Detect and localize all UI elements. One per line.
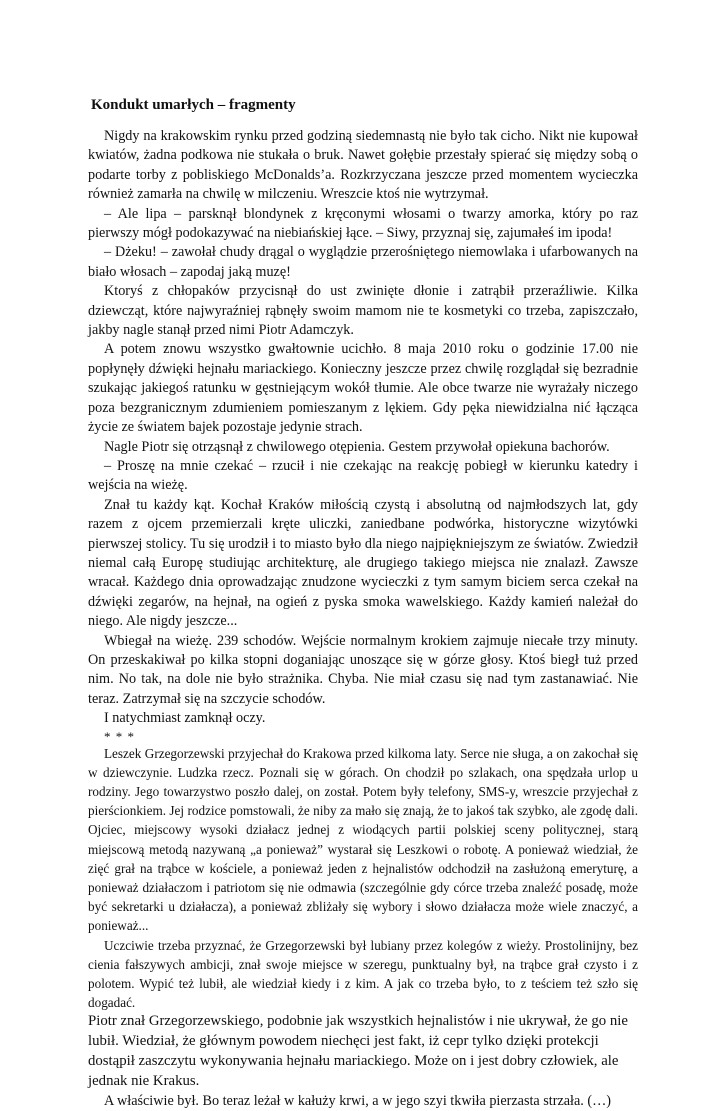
paragraph-2: – Ale lipa – parsknął blondynek z kręconymi włosami o twarzy amorka, który po raz pierwszy mógł podokazywać na niebiańskiej łące. – Siwy, przyznaj się, zajumałeś im ipoda! [88, 205, 638, 242]
paragraph-9: Wbiegał na wieżę. 239 schodów. Wejście normalnym krokiem zajmuje niecałe trzy minuty. On przeskakiwał po kilka stopni doganiając unoszące się w górze głosy. Ktoś biegł tuż przed nim. No tak, na dole nie było strażnika. Chyba. Nie miał czasu się nad tym zastanawiać. Nie teraz. Zatrzymał się na szczycie schodów. [88, 632, 638, 707]
small-paragraph-1: Leszek Grzegorzewski przyjechał do Krakowa przed kilkoma laty. Serce nie sługa, a on zakochał się w dziewczynie. Ludzka rzecz. Poznali się w górach. On chodził po szlakach, ona spędzała urlop u rodziny. Jego towarzystwo poszło dalej, on został. Potem były telefony, SMS-y, wreszcie przyjechał z pierścionkiem. Jej rodzice pomstowali, że niby za mało się znają, że to jakoś tak szybko, ale zgodę dali. Ojciec, miejscowy wysoki działacz jednej z wiodących partii polskiej sceny politycznej, starą miejscową metodą nazywaną „a ponieważ” wystarał się Leszkowi o robotę. A ponieważ wiedział, że zięć grał na trąbce w kościele, a ponieważ jeden z hejnalistów odchodził na zasłużoną emeryturę, a ponieważ działaczom i patriotom się nie odmawia (szczególnie gdy córce trzeba znaleźć posadę, może być sekretarki u działacza), a ponieważ zbliżały się wybory i słowo działacza może wiele znaczyć, a ponieważ... [88, 745, 638, 934]
paragraph-8: Znał tu każdy kąt. Kochał Kraków miłością czystą i absolutną od najmłodszych lat, gdy razem z ojcem przemierzali kręte uliczki, zaniedbane podwórka, historyczne wizytówki pierwszej stolicy. Tu się urodził i to miasto było dla niego najpiękniejszym ze światów. Zwiedził niemal całą Europę studiując architekturę, ale drugiego takiego miejsca nie znalazł. Zawsze wracał. Każdego dnia oprowadzając znudzone wycieczki z tym samym biciem serca czekał na dźwięki zegarów, na hejnał, na ogień z pyska smoka wawelskiego. Każdy kamień należał do niego. Ale nigdy jeszcze... [88, 496, 638, 630]
paragraph-4: Ktoryś z chłopaków przycisnął do ust zwinięte dłonie i zatrąbił przeraźliwie. Kilka dziewcząt, które najwyraźniej rąbnęły swoim mamom nie te kosmetyki co trzeba, zapiszczało, jakby nagle stanął przed nimi Piotr Adamczyk. [88, 283, 638, 339]
document-title: Kondukt umarłych – fragmenty [91, 97, 296, 113]
plain-paragraph: Piotr znał Grzegorzewskiego, podobnie jak wszystkich hejnalistów i nie ukrywał, że go nie lubił. Wiedział, że głównym powodem niechęci jest fakt, iż cepr tylko dzięki protekcji dostąpił zaszczytu wykonywania hejnału mariackiego. Może on i jest dobry człowiek, ale jednak nie Krakus. [88, 1013, 628, 1089]
small-paragraph-2: Uczciwie trzeba przyznać, że Grzegorzewski był lubiany przez kolegów z wieży. Prostolinijny, bez cienia fałszywych ambicji, znał swoje miejsce w szeregu, punktualny był, na trąbce grał czysto i z polotem. Wypić też lubił, ale wiedział kiedy i z kim. A jak co trzeba było, to z teściem też szło się dogadać. [88, 937, 638, 1011]
paragraph-10: I natychmiast zamknął oczy. [104, 710, 266, 727]
paragraph-1: Nigdy na krakowskim rynku przed godziną siedemnastą nie było tak cicho. Nikt nie kupował kwiatów, żadna podkowa nie stukała o bruk. Nawet gołębie przestały spierać się między sobą o podarte torby z pobliskiego McDonalds’a. Rozkrzyczana jeszcze przed momentem wycieczka również zamarła na chwilę w milczeniu. Wreszcie ktoś nie wytrzymał. [88, 128, 638, 203]
paragraph-5: A potem znowu wszystko gwałtownie ucichło. 8 maja 2010 roku o godzinie 17.00 nie popłynęły dźwięki hejnału mariackiego. Konieczny jeszcze przez chwilę rozglądał się bezradnie szukając jakiegoś ratunku w gęstniejącym wokół tłumie. Ale obce twarze nie wyrażały niczego poza bezgranicznym zdumieniem pomieszanym z lękiem. Gdy pęka niewidzialna nić łącząca życie ze światem bajek pozostaje jedynie strach. [88, 341, 638, 436]
paragraph-3: – Dżeku! – zawołał chudy drągal o wyglądzie przerośniętego niemowlaka i ufarbowanych na biało włosach – zapodaj jaką muzę! [88, 244, 638, 280]
paragraph-6: Nagle Piotr się otrząsnął z chwilowego otępienia. Gestem przywołał opiekuna bachorów. [104, 438, 610, 455]
paragraph-7: – Proszę na mnie czekać – rzucił i nie czekając na reakcję pobiegł w kierunku katedry i wejścia na wieżę. [88, 457, 638, 494]
document-page [88, 97, 638, 1111]
section-separator: * * * [104, 728, 135, 744]
last-paragraph: A właściwie był. Bo teraz leżał w kałuży krwi, a w jego szyi tkwiła pierzasta strzała. (…) [104, 1092, 612, 1109]
